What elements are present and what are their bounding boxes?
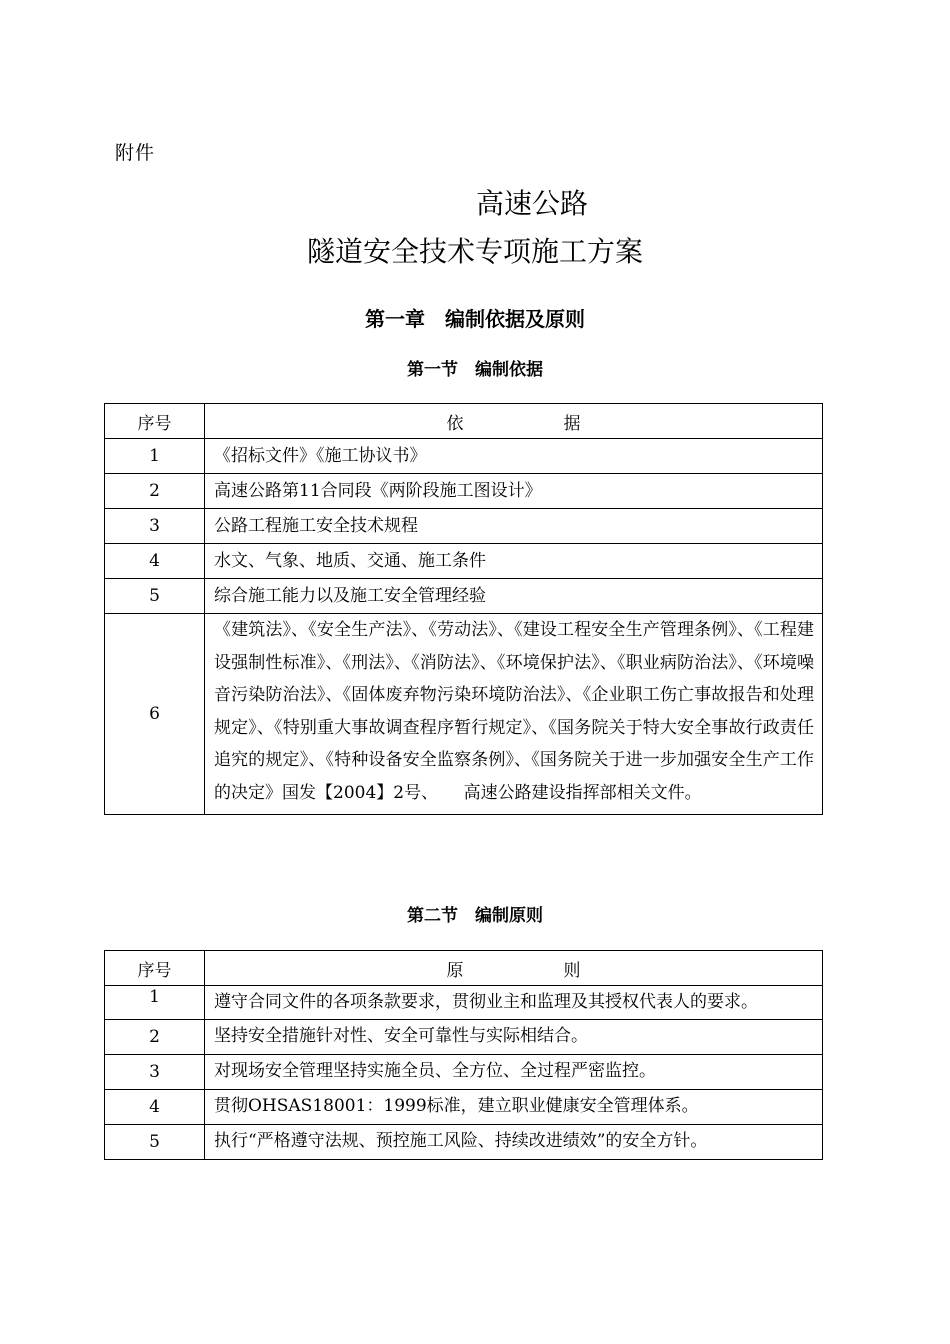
row-number: 4 xyxy=(105,544,205,579)
row-text: 执行“严格遵守法规、预控施工风险、持续改进绩效”的安全方针。 xyxy=(205,1124,823,1159)
table-row xyxy=(105,439,823,474)
table-header-row xyxy=(105,404,823,439)
table-row xyxy=(105,1089,823,1124)
table-row xyxy=(105,1019,823,1054)
chapter-title: 第一章 编制依据及原则 xyxy=(365,307,585,331)
row-number: 5 xyxy=(105,1124,205,1159)
header-basis-char-1: 依 xyxy=(446,413,464,434)
table-row xyxy=(105,614,823,815)
attachment-label: 附件 xyxy=(115,142,156,164)
header-principle xyxy=(205,951,823,986)
document-title-line2: 隧道安全技术专项施工方案 xyxy=(306,235,643,268)
basis-table xyxy=(104,403,823,815)
table-row xyxy=(105,544,823,579)
row-text: 水文、气象、地质、交通、施工条件 xyxy=(205,544,823,579)
row-text: 遵守合同文件的各项条款要求，贯彻业主和监理及其授权代表人的要求。 xyxy=(205,986,823,1020)
table-row xyxy=(105,1054,823,1089)
table-row xyxy=(105,986,823,1020)
header-number: 序号 xyxy=(105,951,205,986)
header-number: 序号 xyxy=(105,404,205,439)
row-text: 贯彻OHSAS18001：1999标准，建立职业健康安全管理体系。 xyxy=(205,1089,823,1124)
document-title-line1: 高速公路 xyxy=(475,187,588,220)
table-header-row xyxy=(105,951,823,986)
row-number: 2 xyxy=(105,474,205,509)
row-text: 对现场安全管理坚持实施全员、全方位、全过程严密监控。 xyxy=(205,1054,823,1089)
row-number: 3 xyxy=(105,509,205,544)
header-principle-char-2: 则 xyxy=(563,960,581,981)
row-number: 4 xyxy=(105,1089,205,1124)
row-text: 坚持安全措施针对性、安全可靠性与实际相结合。 xyxy=(205,1019,823,1054)
row-number: 6 xyxy=(105,614,205,815)
section-title-principles: 第二节 编制原则 xyxy=(407,906,543,926)
row-text: 高速公路第11合同段《两阶段施工图设计》 xyxy=(205,474,823,509)
row-text: 综合施工能力以及施工安全管理经验 xyxy=(205,579,823,614)
row-text: 《招标文件》《施工协议书》 xyxy=(205,439,823,474)
row-number: 1 xyxy=(105,986,205,1020)
table-row xyxy=(105,1124,823,1159)
table-row xyxy=(105,474,823,509)
row-text: 公路工程施工安全技术规程 xyxy=(205,509,823,544)
header-principle-char-1: 原 xyxy=(446,960,464,981)
table-row xyxy=(105,579,823,614)
row-number: 2 xyxy=(105,1019,205,1054)
row-number: 3 xyxy=(105,1054,205,1089)
table-row xyxy=(105,509,823,544)
header-basis xyxy=(205,404,823,439)
header-basis-char-2: 据 xyxy=(563,413,581,434)
principles-table xyxy=(104,950,823,1160)
section-title-basis: 第一节 编制依据 xyxy=(407,360,543,380)
row-number: 1 xyxy=(105,439,205,474)
row-text: 《建筑法》、《安全生产法》、《劳动法》、《建设工程安全生产管理条例》、《工程建设强制性标准》、《刑法》、《消防法》、《环境保护法》、《职业病防治法》、《环境噪音污染防治法》、《固体废弃物污染环境防治法》、《企业职工伤亡事故报告和处理规定》、《特别重大事故调查程序暂行规定》、《国务院关于特大安全事故行政责任追究的规定》、《特种设备安全监察条例》、《国务院关于进一步加强安全生产工作的决定》国发【2004】2号、 高速公路建设指挥部相关文件。 xyxy=(205,614,823,815)
row-number: 5 xyxy=(105,579,205,614)
